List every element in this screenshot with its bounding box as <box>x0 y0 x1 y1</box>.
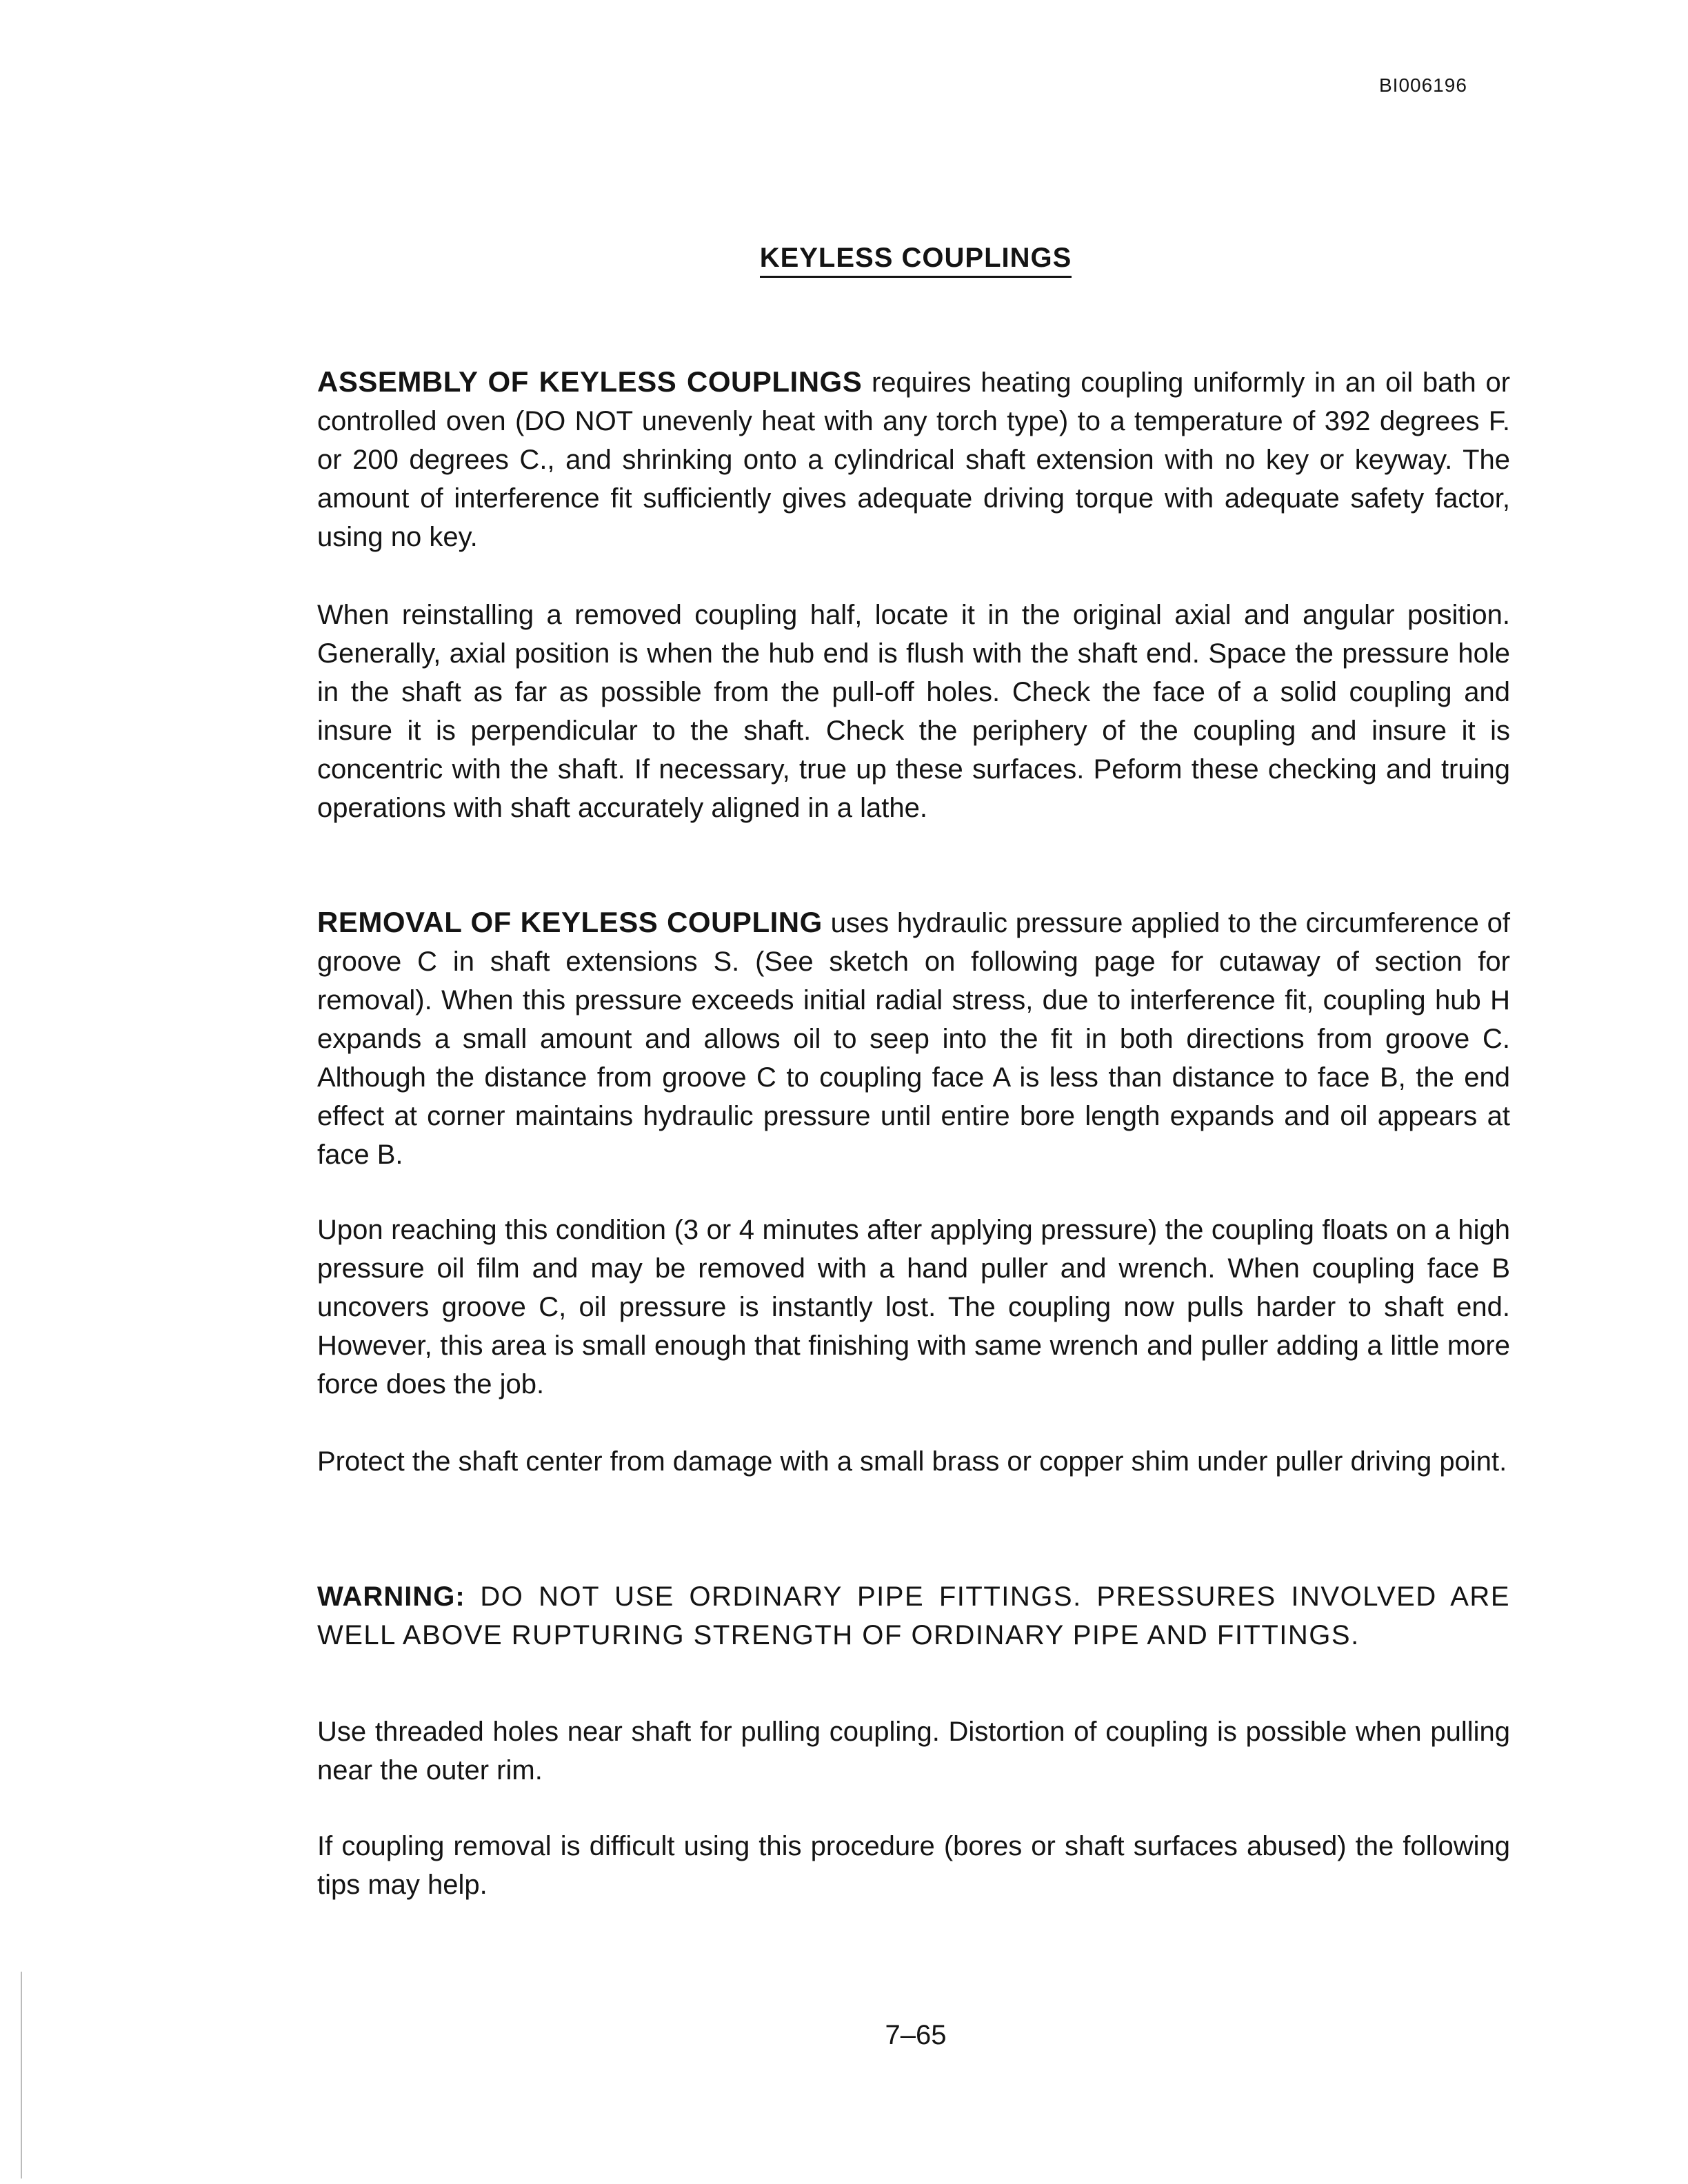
warning-paragraph <box>317 1577 1510 1655</box>
threaded-paragraph: Use threaded holes near shaft for pulling coupling. Distortion of coupling is possible when pulling near the outer rim. <box>317 1717 1510 1786</box>
condition-section <box>317 1211 1510 1404</box>
tips-paragraph: If coupling removal is difficult using this procedure (bores or shaft surfaces abused) the following tips may help. <box>317 1831 1510 1900</box>
warning-label: WARNING: <box>317 1581 465 1612</box>
page-number: 7–65 <box>885 2020 947 2050</box>
scan-margin-line <box>21 1972 22 2178</box>
warning-section <box>317 1577 1510 1655</box>
removal-heading: REMOVAL OF KEYLESS COUPLING <box>317 906 823 938</box>
threaded-section <box>317 1712 1510 1790</box>
warning-text: DO NOT USE ORDINARY PIPE FITTINGS. PRESSURES INVOLVED ARE WELL ABOVE RUPTURING STRENGTH OF ORDINARY PIPE AND FITTINGS. <box>317 1581 1510 1650</box>
condition-paragraph: Upon reaching this condition (3 or 4 minutes after applying pressure) the coupling floats on a high pressure oil film and may be removed with a hand puller and wrench. When coupling face B uncovers groove C, oil pressure is instantly lost. The coupling now pulls harder to shaft end. However, this area is small enough that finishing with same wrench and puller adding a little more force does the job. <box>317 1215 1510 1399</box>
removal-text: uses hydraulic pressure applied to the circumference of groove C in shaft extensions S. (See sketch on following page for cutaway of section for removal). When this pressure exceeds initial radial stress, due to interference fit, coupling hub H expands a small amount and allows oil to seep into the fit in both directions from groove C. Although the distance from groove C to coupling face A is less than distance to face B, the end effect at corner maintains hydraulic pressure until entire bore length expands and oil appears at face B. <box>317 908 1510 1170</box>
page-title <box>0 243 1688 274</box>
assembly-paragraph <box>317 363 1510 556</box>
assembly-heading: ASSEMBLY OF KEYLESS COUPLINGS <box>317 365 863 398</box>
document-id: BI006196 <box>1379 74 1467 96</box>
assembly-text: requires heating coupling uniformly in an oil bath or controlled oven (DO NOT unevenly heat with any torch type) to a temperature of 392 degrees F. or 200 degrees C., and shrinking onto a cylindrical shaft extension with no key or keyway. The amount of interference fit sufficiently gives adequate driving torque with adequate safety factor, using no key. <box>317 367 1511 552</box>
assembly-section <box>317 363 1510 556</box>
reinstall-section <box>317 596 1510 827</box>
protect-paragraph: Protect the shaft center from damage with a small brass or copper shim under puller driving point. <box>317 1446 1507 1477</box>
removal-paragraph <box>317 903 1510 1174</box>
tips-section <box>317 1827 1510 1904</box>
page-title-text: KEYLESS COUPLINGS <box>760 243 1072 278</box>
reinstall-paragraph: When reinstalling a removed coupling half, locate it in the original axial and angular position. Generally, axial position is when the hub end is flush with the shaft end. Space the pressure hole in the shaft as far as possible from the pull-off holes. Check the face of a solid coupling and insure it is perpendicular to the shaft. Check the periphery of the coupling and insure it is concentric with the shaft. If necessary, true up these surfaces. Peform these checking and truing operations with shaft accurately aligned in a lathe. <box>317 600 1510 823</box>
protect-section <box>317 1442 1510 1481</box>
removal-section <box>317 903 1510 1174</box>
